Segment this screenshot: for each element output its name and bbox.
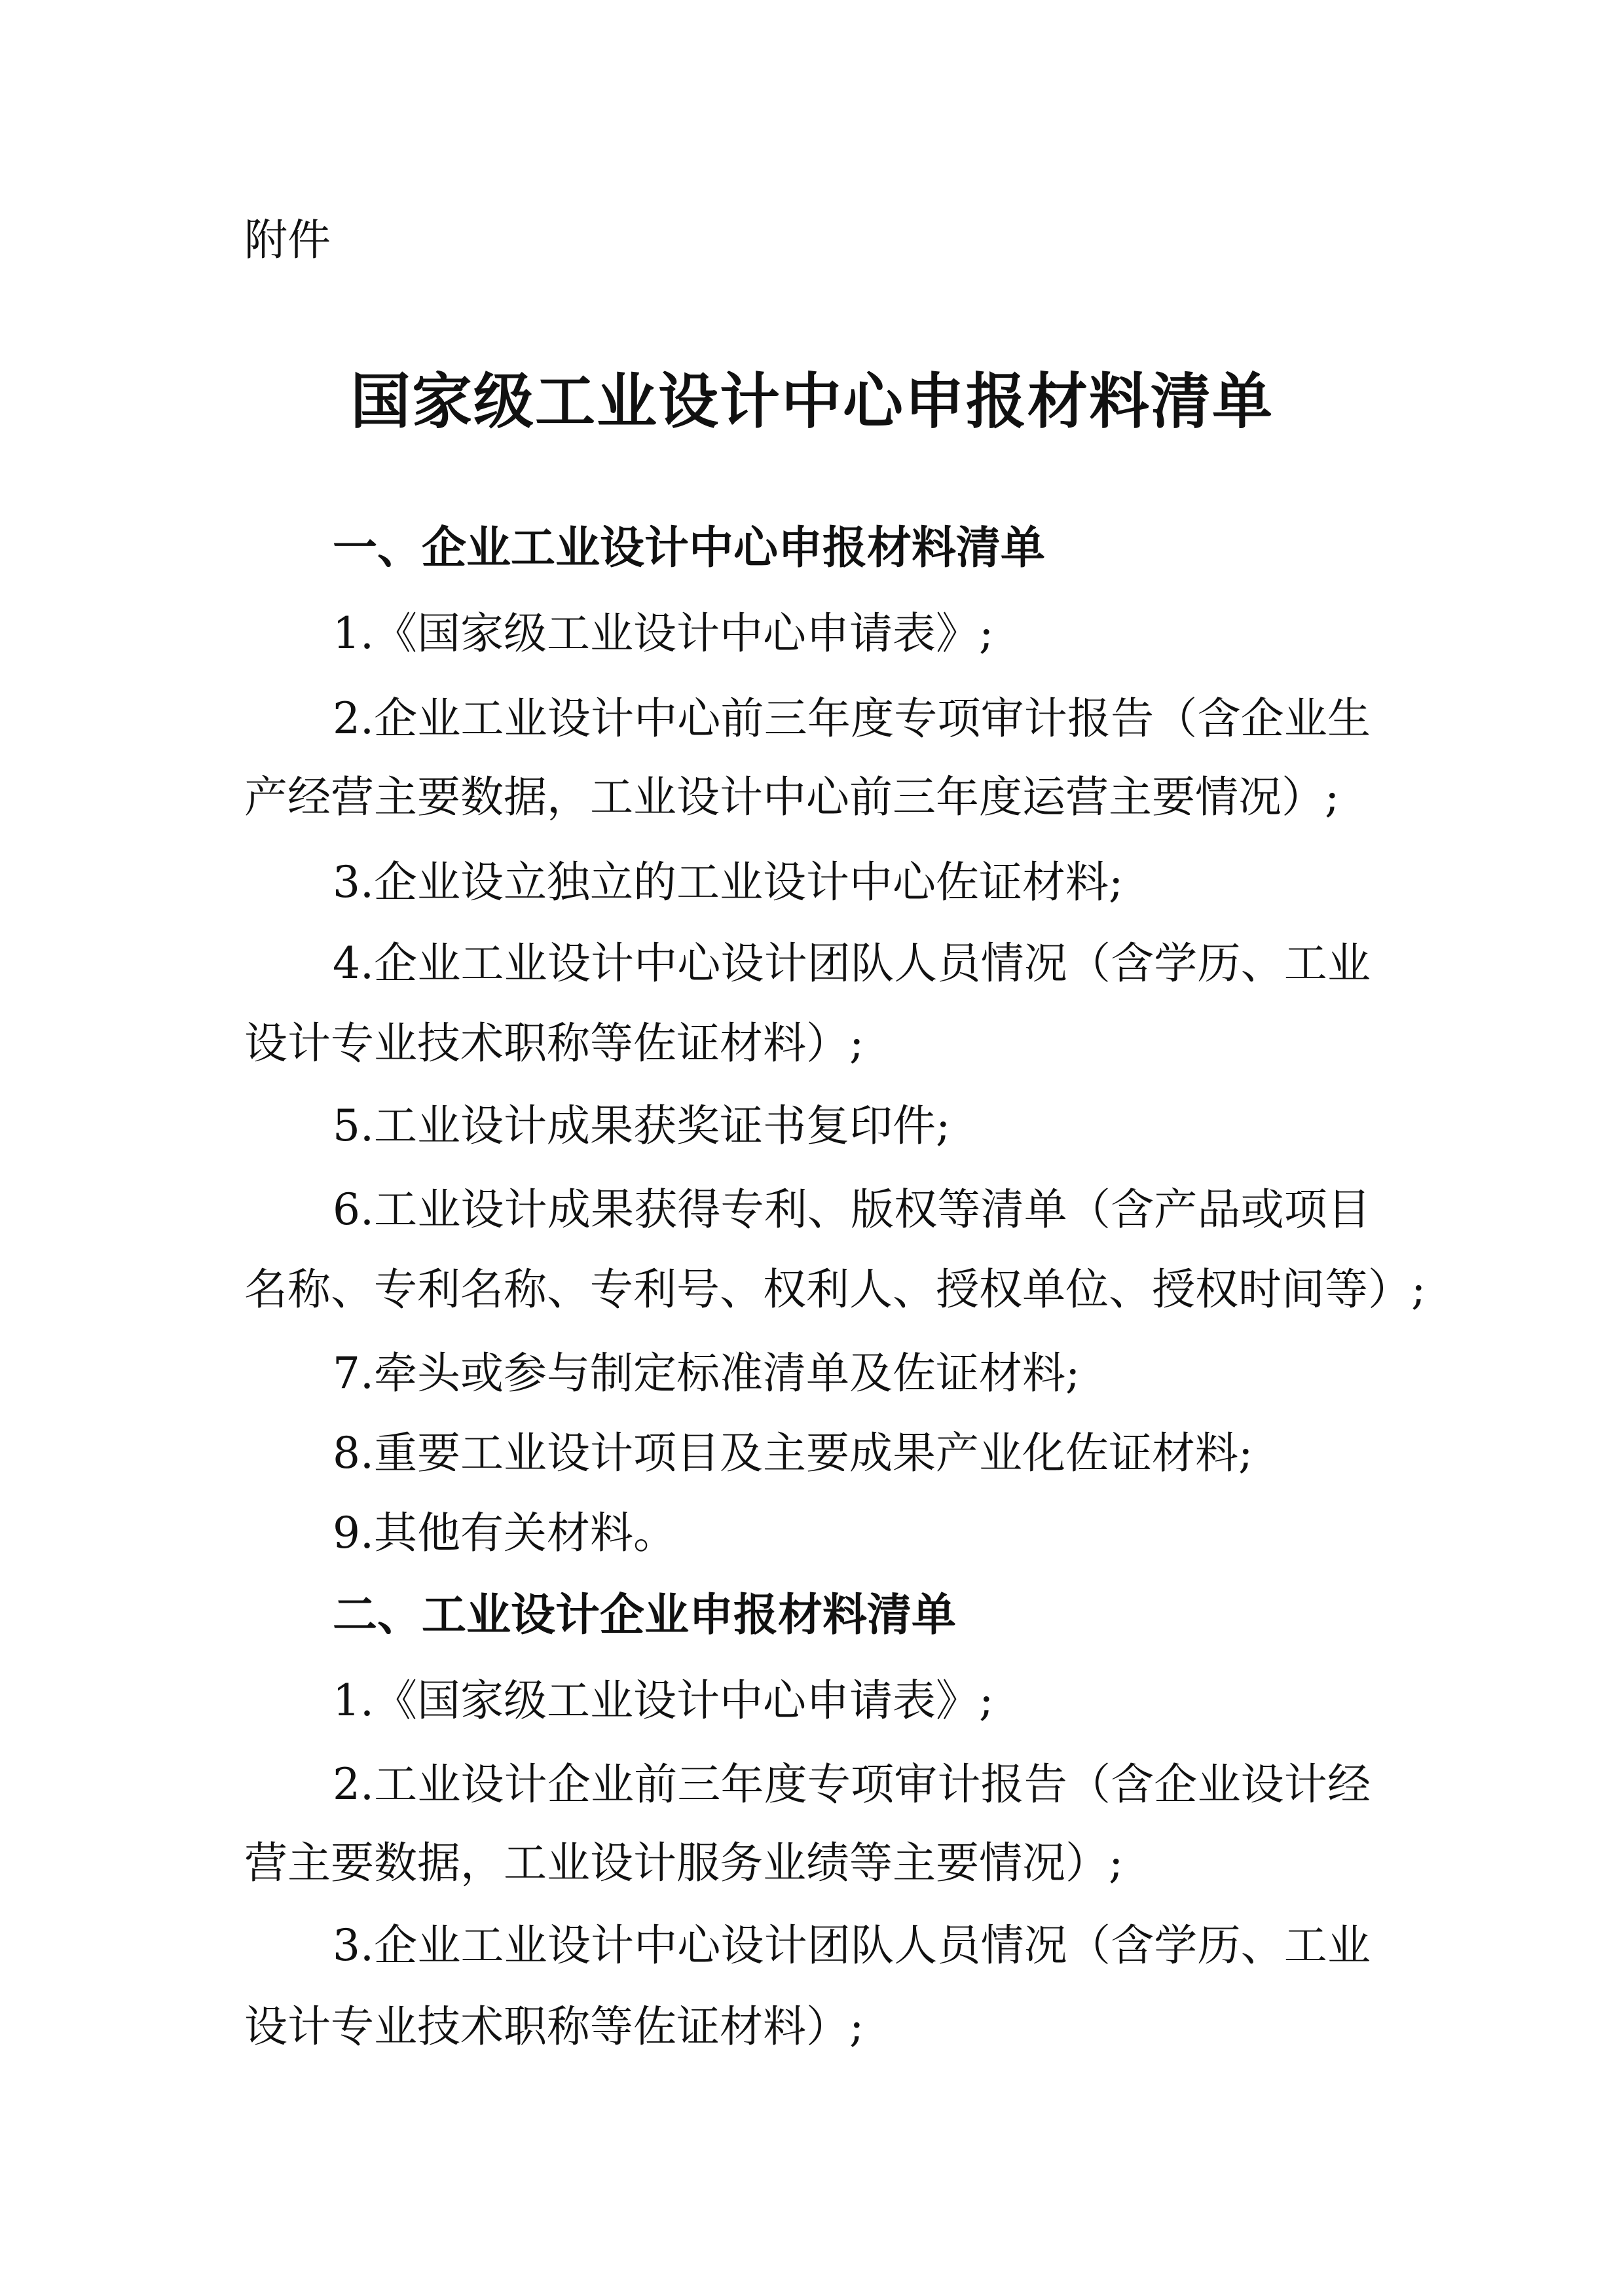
section-heading-2: 二、工业设计企业申报材料清单: [333, 1590, 957, 1641]
list-item-2-2-line1: 2.工业设计企业前三年度专项审计报告（含企业设计经: [333, 1759, 1371, 1810]
list-item-2-2-line2: 营主要数据，工业设计服务业绩等主要情况）;: [244, 1838, 1124, 1888]
list-item-1-6-line2: 名称、专利名称、专利号、权利人、授权单位、授权时间等）;: [244, 1264, 1426, 1315]
list-item-1-8: 8.重要工业设计项目及主要成果产业化佐证材料;: [333, 1428, 1253, 1478]
list-item-1-7: 7.牵头或参与制定标准清单及佐证材料;: [333, 1348, 1080, 1398]
list-item-2-3-line2: 设计专业技术职称等佐证材料）;: [244, 2001, 864, 2052]
attachment-label: 附件: [244, 215, 331, 265]
list-item-1-4-line1: 4.企业工业设计中心设计团队人员情况（含学历、工业: [333, 938, 1371, 989]
list-item-1-9: 9.其他有关材料。: [333, 1508, 676, 1558]
list-item-2-1: 1.《国家级工业设计中心申请表》;: [333, 1675, 994, 1726]
list-item-1-2-line2: 产经营主要数据，工业设计中心前三年度运营主要情况）;: [244, 772, 1340, 822]
section-heading-1: 一、企业工业设计中心申报材料清单: [333, 522, 1046, 574]
list-item-1-5: 5.工业设计成果获奖证书复印件;: [333, 1101, 951, 1151]
list-item-1-4-line2: 设计专业技术职称等佐证材料）;: [244, 1018, 864, 1068]
document-title: 国家级工业设计中心申报材料清单: [350, 366, 1274, 437]
list-item-1-3: 3.企业设立独立的工业设计中心佐证材料;: [333, 857, 1124, 907]
list-item-1-6-line1: 6.工业设计成果获得专利、版权等清单（含产品或项目: [333, 1184, 1371, 1235]
list-item-1-1: 1.《国家级工业设计中心申请表》;: [333, 608, 994, 659]
list-item-1-2-line1: 2.企业工业设计中心前三年度专项审计报告（含企业生: [333, 693, 1371, 744]
list-item-2-3-line1: 3.企业工业设计中心设计团队人员情况（含学历、工业: [333, 1920, 1371, 1971]
